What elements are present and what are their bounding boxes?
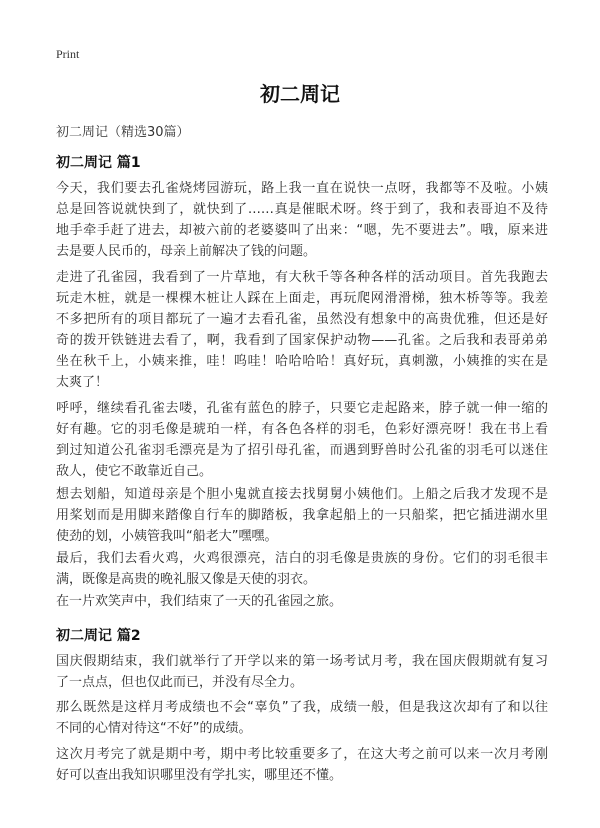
section-heading-1: 初二周记 篇1 bbox=[56, 155, 141, 171]
text-line: 满，既像是高贵的晚礼服又像是天使的羽衣。 bbox=[56, 572, 317, 587]
paragraph-2-2 bbox=[56, 697, 548, 739]
text-line: 用桨划而是用脚来踏像自行车的脚踏板，我拿起船上的一只船桨，把它插进湖水里 bbox=[56, 508, 548, 523]
text-line: 呼呼，继续看孔雀去喽，孔雀有蓝色的脖子，只要它走起路来，脖子就一伸一缩的 bbox=[56, 401, 548, 416]
text-line: 去是要人民币的，母亲上前解决了钱的问题。 bbox=[56, 244, 317, 259]
text-line: 好可以查出我知识哪里没有学扎实，哪里还不懂。 bbox=[56, 768, 343, 783]
text-line: 最后，我们去看火鸡，火鸡很漂亮，洁白的羽毛像是贵族的身份。它们的羽毛很丰 bbox=[56, 551, 548, 566]
text-line: 走进了孔雀园，我看到了一片草地，有大秋千等各种各样的活动项目。首先我跑去 bbox=[56, 270, 548, 285]
text-line: 国庆假期结束，我们就举行了开学以来的第一场考试月考，我在国庆假期就有复习 bbox=[56, 654, 548, 669]
text-line: 地手牵手赶了进去，却被六前的老婆婆叫了出来：“嗯，先不要进去”。哦，原来进 bbox=[56, 223, 548, 238]
text-line: 了一点点，但也仅此而已，并没有尽全力。 bbox=[56, 675, 304, 690]
text-line: 不多把所有的项目都玩了一遍才去看孔雀，虽然没有想象中的高贵优雅，但还是好 bbox=[56, 312, 548, 327]
text-line: 在一片欢笑声中，我们结束了一天的孔雀园之旅。 bbox=[56, 594, 343, 609]
paragraph-1-5 bbox=[56, 548, 548, 590]
page-title: 初二周记 bbox=[260, 82, 340, 106]
text-line: 到过知道公孔雀羽毛漂亮是为了招引母孔雀，而遇到野兽时公孔雀的羽毛可以迷住 bbox=[56, 443, 548, 458]
text-line: 那么既然是这样月考成绩也不会“辜负”了我，成绩一般，但是我这次却有了和以往 bbox=[56, 700, 548, 715]
paragraph-1-6 bbox=[56, 591, 548, 612]
paragraph-1-4 bbox=[56, 484, 548, 547]
text-line: 这次月考完了就是期中考，期中考比较重要多了，在这大考之前可以来一次月考刚 bbox=[56, 747, 548, 762]
text-line: 坐在秋千上，小姨来推，哇！呜哇！哈哈哈哈！真好玩，真刺激，小姨推的实在是 bbox=[56, 354, 548, 369]
paragraph-1-2 bbox=[56, 267, 548, 393]
text-line: 敌人，使它不敢靠近自己。 bbox=[56, 464, 213, 479]
text-line: 太爽了！ bbox=[56, 375, 109, 390]
paragraph-2-1 bbox=[56, 651, 548, 693]
text-line: 想去划船，知道母亲是个胆小鬼就直接去找舅舅小姨他们。上船之后我才发现不是 bbox=[56, 487, 548, 502]
text-line: 玩走木桩，就是一棵棵木桩让人踩在上面走，再玩爬网滑滑梯，独木桥等等。我差 bbox=[56, 291, 548, 306]
section-heading-2: 初二周记 篇2 bbox=[56, 628, 141, 644]
paragraph-1-1 bbox=[56, 178, 548, 262]
text-line: 今天，我们要去孔雀烧烤园游玩，路上我一直在说快一点呀，我都等不及啦。小姨 bbox=[56, 181, 548, 196]
text-line: 奇的拨开铁链进去看了，啊，我看到了国家保护动物——孔雀。之后我和表哥弟弟 bbox=[56, 333, 548, 348]
text-line: 不同的心情对待这“不好”的成绩。 bbox=[56, 721, 252, 736]
text-line: 总是回答说就快到了，就快到了……真是催眠术呀。终于到了，我和表哥迫不及待 bbox=[56, 202, 548, 217]
paragraph-2-3 bbox=[56, 744, 548, 786]
print-link[interactable]: Print bbox=[56, 47, 80, 61]
text-line: 好有趣。它的羽毛像是琥珀一样，有各色各样的羽毛，色彩好漂亮呀！我在书上看 bbox=[56, 422, 548, 437]
document-subtitle: 初二周记（精选30篇） bbox=[56, 125, 190, 140]
text-line: 使劲的划，小姨管我叫“船老大”嘿嘿。 bbox=[56, 529, 278, 544]
paragraph-1-3 bbox=[56, 398, 548, 482]
